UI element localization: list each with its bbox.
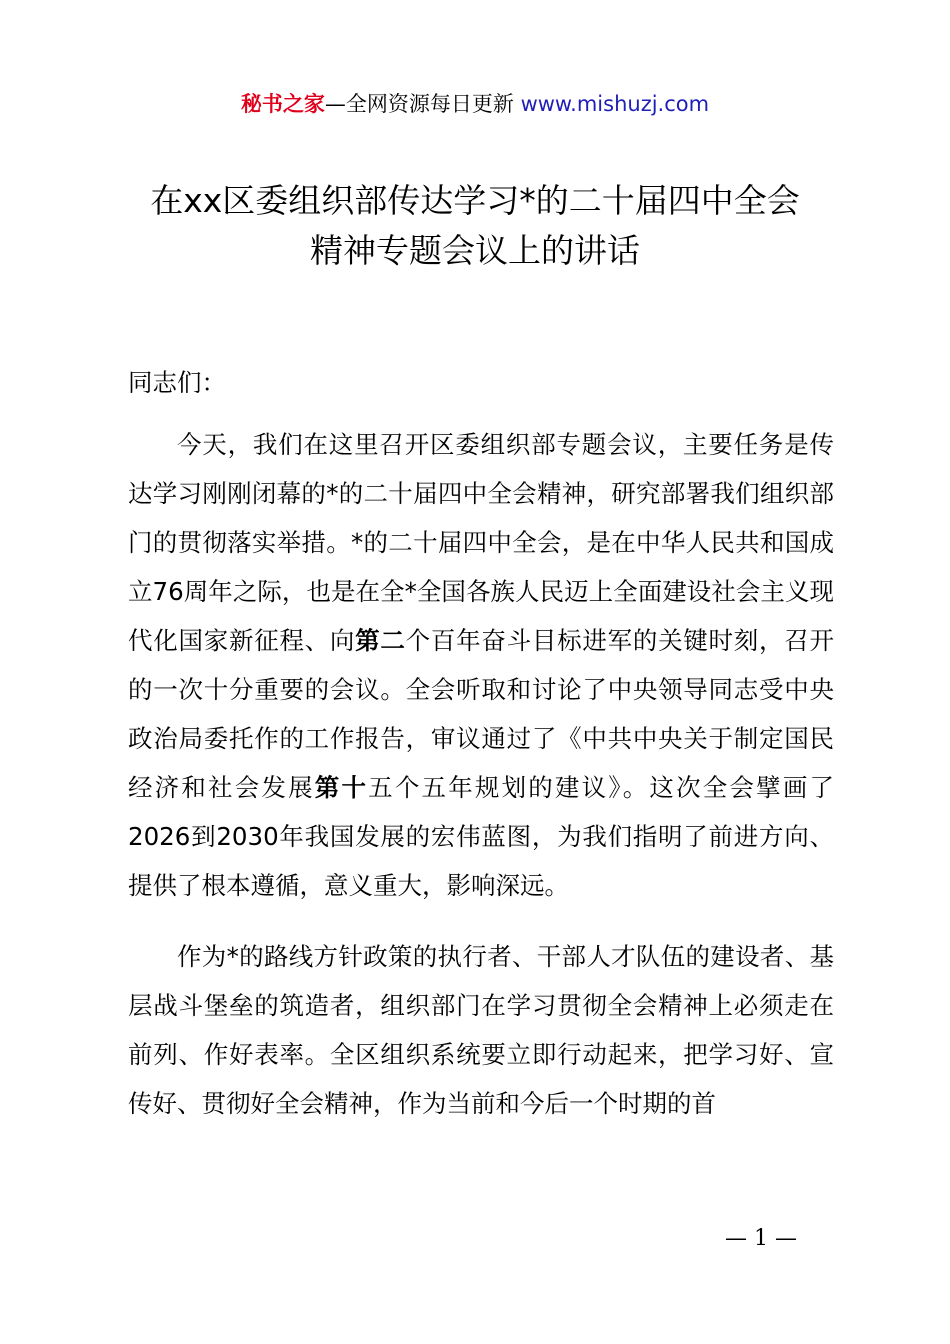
paragraph-1-part-3: 五个五年规划的建议》。这次全会擘画了2026到2030年我国发展的宏伟蓝图，为我们指明了前进方向、提供了根本遵循，意义重大，影响深远。 (128, 773, 835, 900)
paragraph-2-text: 作为*的路线方针政策的执行者、干部人才队伍的建设者、基层战斗堡垒的筑造者，组织部门在学习贯彻全会精神上必须走在前列、作好表率。全区组织系统要立即行动起来，把学习好、宣传好、贯彻好全会精神，作为当前和今后一个时期的首 (128, 942, 834, 1118)
brand-name: 秘书之家 (240, 92, 325, 116)
document-title (80, 176, 870, 276)
paragraph-1-bold-2: 第十 (314, 773, 369, 802)
paragraph-1 (128, 420, 834, 910)
paragraph-1-bold-1: 第二 (355, 626, 406, 655)
site-header (0, 86, 950, 122)
site-url-link[interactable]: www.mishuzj.com (520, 92, 710, 116)
title-line-2: 精神专题会议上的讲话 (310, 231, 640, 270)
page-number: — 1 — (725, 1226, 797, 1251)
paragraph-2 (128, 932, 834, 1128)
paragraph-1-part-1: 今天，我们在这里召开区委组织部专题会议，主要任务是传达学习刚刚闭幕的*的二十届四中全会精神，研究部署我们组织部门的贯彻落实举措。*的二十届四中全会，是在中华人民共和国成立76周年之际，也是在全*全国各族人民迈上全面建设社会主义现代化国家新征程、向 (128, 430, 834, 655)
paragraph-1-part-2: 个百年奋斗目标进军的关键时刻，召开的一次十分重要的会议。全会听取和讨论了中央领导同志受中央政治局委托作的工作报告，审议通过了《中共中央关于制定国民经济和社会发展 (128, 626, 835, 802)
header-tagline: —全网资源每日更新 (324, 92, 514, 116)
title-line-1: 在xx区委组织部传达学习*的二十届四中全会 (150, 181, 800, 220)
salutation: 同志们： (128, 368, 226, 397)
